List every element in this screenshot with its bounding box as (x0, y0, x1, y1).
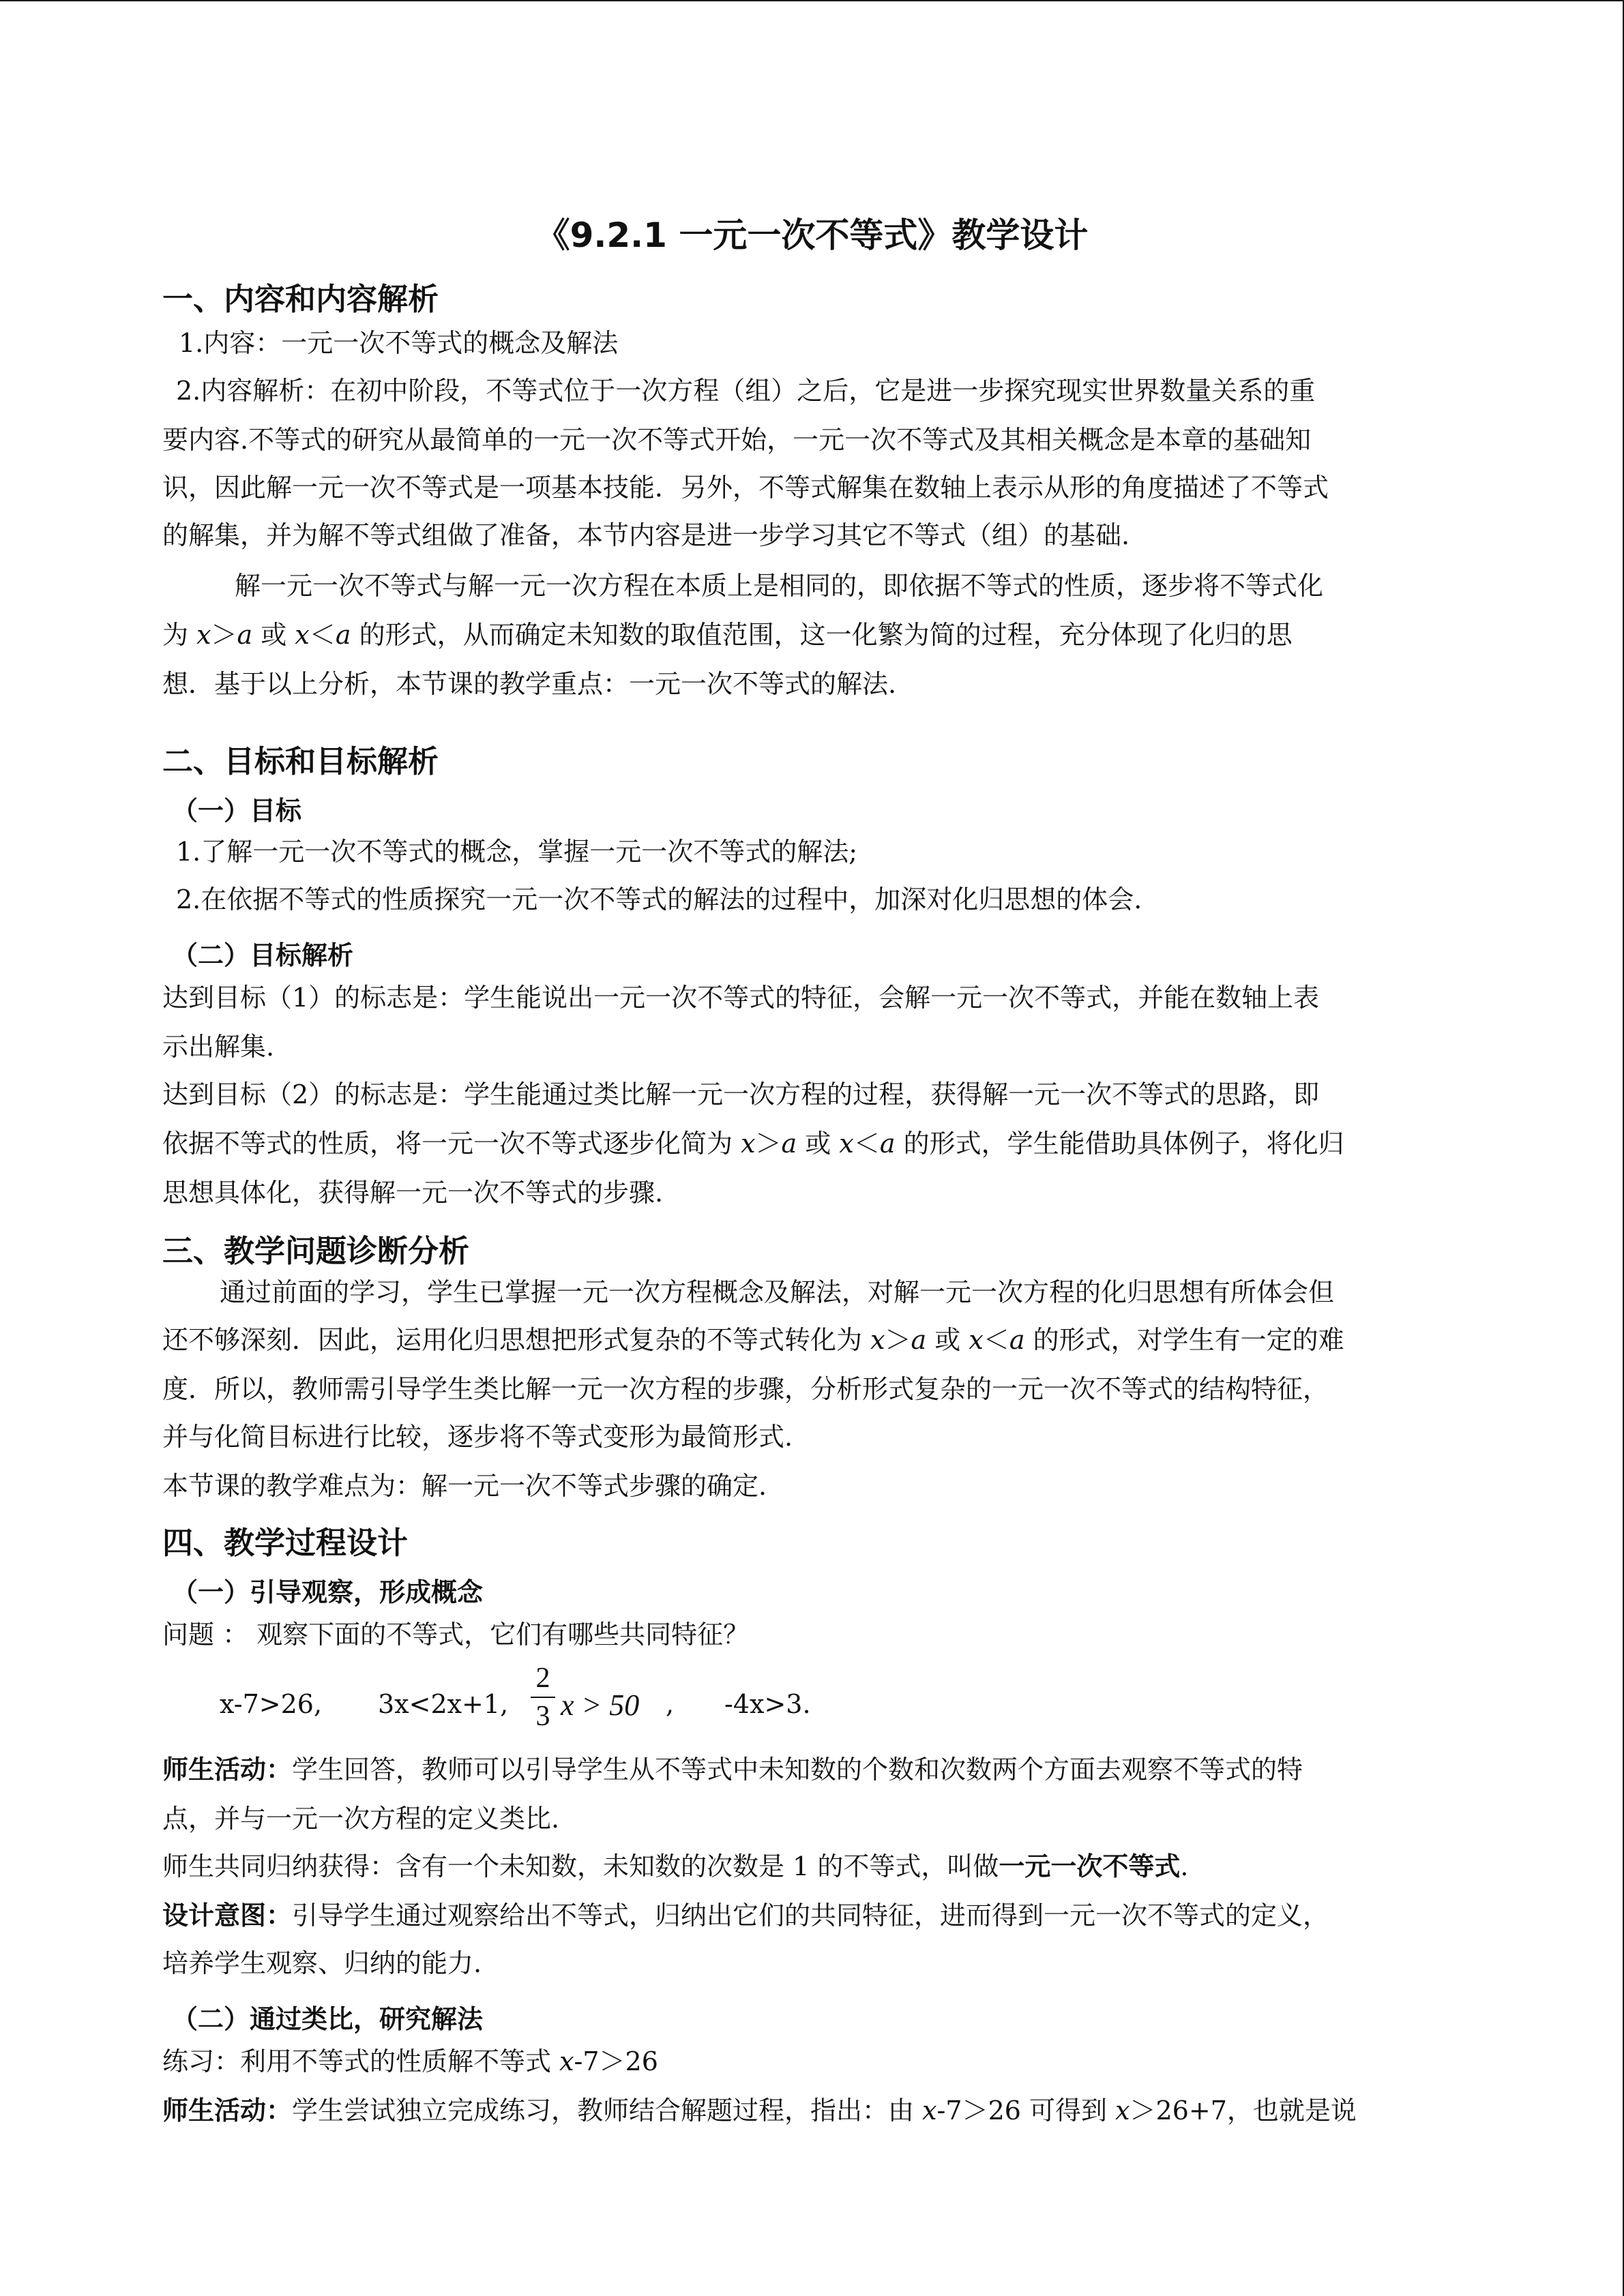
goal-item: 1.了解一元一次不等式的概念，掌握一元一次不等式的解法; (176, 837, 858, 867)
section-heading-2: 二、目标和目标解析 (162, 743, 439, 779)
intent-line: 设计意图：引导学生通过观察给出不等式，归纳出它们的共同特征，进而得到一元一次不等式的定义， (162, 1900, 1329, 1930)
activity-label: 师生活动： (162, 2096, 293, 2126)
subheading-goals: （一）目标 (172, 796, 302, 826)
section-heading-1: 一、内容和内容解析 (162, 281, 439, 317)
paragraph-line: 通过前面的学习，学生已掌握一元一次方程概念及解法，对解一元一次方程的化归思想有所体会但 (220, 1277, 1335, 1307)
section-heading-4: 四、教学过程设计 (162, 1525, 409, 1561)
paragraph-line: 解一元一次不等式与解一元一次方程在本质上是相同的，即依据不等式的性质，逐步将不等式化 (235, 571, 1324, 601)
intent-label: 设计意图： (162, 1900, 293, 1930)
activity-line: 师生活动：学生回答，教师可以引导学生从不等式中未知数的个数和次数两个方面去观察不等式的特 (162, 1755, 1303, 1785)
paragraph-line: 并与化简目标进行比较，逐步将不等式变形为最简形式. (162, 1422, 793, 1452)
paragraph-line: 想．基于以上分析，本节课的教学重点：一元一次不等式的解法. (162, 669, 897, 699)
paragraph-line: 本节课的教学难点为：解一元一次不等式步骤的确定. (162, 1471, 767, 1501)
content-line: 1.内容：一元一次不等式的概念及解法 (179, 328, 619, 358)
paragraph-line: 要内容.不等式的研究从最简单的一元一次不等式开始，一元一次不等式及其相关概念是本章的基础知 (162, 425, 1312, 455)
inequality-3: x > 50 (561, 1688, 640, 1722)
activity-line: 师生活动：学生尝试独立完成练习，教师结合解题过程，指出：由 x-7＞26 可得到 x＞26+7，也就是说 (162, 2096, 1357, 2126)
paragraph-line: 培养学生观察、归纳的能力. (162, 1948, 482, 1978)
paragraph-line: 的解集，并为解不等式组做了准备，本节内容是进一步学习其它不等式（组）的基础. (162, 520, 1130, 550)
subheading-analogy: （二）通过类比，研究解法 (172, 2004, 484, 2034)
paragraph-line: 2.内容解析：在初中阶段，不等式位于一次方程（组）之后，它是进一步探究现实世界数量关系的重 (176, 376, 1316, 406)
paragraph-line: 点，并与一元一次方程的定义类比. (162, 1804, 560, 1834)
inequality-2: 3x<2x+1, (378, 1689, 509, 1719)
paragraph-line: 为 x＞a 或 x＜a 的形式，从而确定未知数的取值范围，这一化繁为简的过程，充分体现了化归的思 (162, 620, 1293, 650)
inequality-separator: , (666, 1689, 675, 1719)
paragraph-line: 度．所以，教师需引导学生类比解一元一次方程的步骤，分析形式复杂的一元一次不等式的结构特征， (162, 1374, 1329, 1404)
paragraph-line: 依据不等式的性质，将一元一次不等式逐步化简为 x＞a 或 x＜a 的形式，学生能借助具体例子，将化归 (162, 1129, 1344, 1159)
activity-label: 师生活动： (162, 1755, 293, 1785)
paragraph-line: 还不够深刻．因此，运用化归思想把形式复杂的不等式转化为 x＞a 或 x＜a 的形式，对学生有一定的难 (162, 1325, 1344, 1355)
fraction-two-thirds (531, 1664, 555, 1731)
inequality-1: x-7>26, (220, 1689, 323, 1719)
definition-line: 师生共同归纳获得：含有一个未知数，未知数的次数是 1 的不等式，叫做一元一次不等式. (162, 1851, 1189, 1881)
fraction-denominator: 3 (535, 1701, 550, 1732)
paragraph-line: 思想具体化，获得解一元一次不等式的步骤. (162, 1178, 664, 1208)
paragraph-line: 达到目标（1）的标志是：学生能说出一元一次不等式的特征，会解一元一次不等式，并能在数轴上表 (162, 983, 1320, 1013)
inequality-4: -4x>3. (724, 1689, 811, 1719)
definition-term: 一元一次不等式 (999, 1851, 1181, 1881)
paragraph-line: 示出解集. (162, 1032, 275, 1062)
paragraph-line: 达到目标（2）的标志是：学生能通过类比解一元一次方程的过程，获得解一元一次不等式的思路，即 (162, 1079, 1320, 1109)
page-title: 《9.2.1 一元一次不等式》教学设计 (535, 215, 1089, 255)
subheading-observe: （一）引导观察，形成概念 (172, 1577, 484, 1607)
goal-item: 2.在依据不等式的性质探究一元一次不等式的解法的过程中，加深对化归思想的体会. (176, 884, 1142, 914)
fraction-numerator: 2 (531, 1664, 555, 1698)
paragraph-line: 识，因此解一元一次不等式是一项基本技能．另外，不等式解集在数轴上表示从形的角度描述了不等式 (162, 473, 1329, 503)
subheading-goal-analysis: （二）目标解析 (172, 940, 354, 970)
exercise-line: 练习：利用不等式的性质解不等式 x-7＞26 (162, 2046, 658, 2076)
question-line: 问题 ： 观察下面的不等式，它们有哪些共同特征？ (162, 1620, 750, 1650)
section-heading-3: 三、教学问题诊断分析 (162, 1233, 470, 1269)
